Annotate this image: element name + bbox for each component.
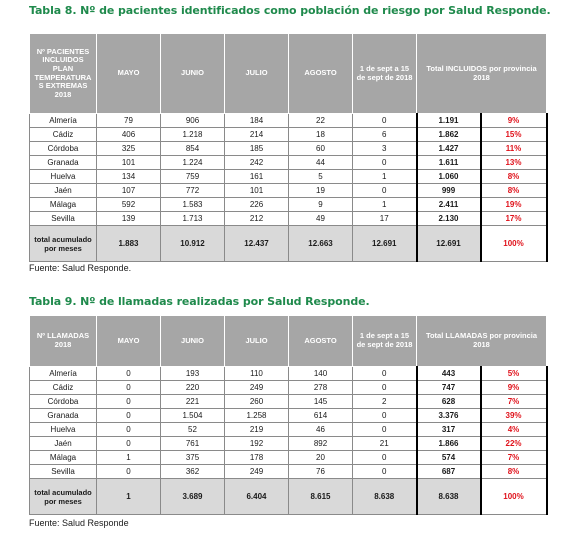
cell-septiembre: 2	[353, 395, 417, 409]
cell-agosto: 145	[289, 395, 353, 409]
cell-province: Huelva	[30, 170, 97, 184]
cell-province: Almería	[30, 114, 97, 128]
cell-percent: 13%	[481, 156, 547, 170]
total-mayo: 1.883	[97, 226, 161, 262]
cell-junio: 1.218	[161, 128, 225, 142]
header-septiembre: 1 de sept a 15 de sept de 2018	[353, 34, 417, 114]
cell-agosto: 44	[289, 156, 353, 170]
cell-agosto: 22	[289, 114, 353, 128]
header-label: Nº PACIENTES INCLUIDOS PLAN TEMPERATURA S EXTREMAS 2018	[30, 34, 97, 114]
cell-agosto: 76	[289, 465, 353, 479]
cell-total: 1.191	[417, 114, 481, 128]
total-julio: 12.437	[225, 226, 289, 262]
table-row	[30, 437, 547, 451]
cell-junio: 761	[161, 437, 225, 451]
cell-mayo: 1	[97, 451, 161, 465]
cell-mayo: 0	[97, 423, 161, 437]
cell-junio: 1.504	[161, 409, 225, 423]
table-row	[30, 198, 547, 212]
header-mayo: MAYO	[97, 34, 161, 114]
cell-province: Almería	[30, 367, 97, 381]
cell-total: 2.411	[417, 198, 481, 212]
total-row	[30, 479, 547, 515]
cell-septiembre: 0	[353, 156, 417, 170]
cell-agosto: 46	[289, 423, 353, 437]
cell-percent: 4%	[481, 423, 547, 437]
cell-mayo: 325	[97, 142, 161, 156]
cell-septiembre: 0	[353, 451, 417, 465]
cell-total: 628	[417, 395, 481, 409]
table8-caption: Tabla 8. Nº de pacientes identificados como población de riesgo por Salud Responde.	[29, 4, 551, 17]
cell-mayo: 107	[97, 184, 161, 198]
cell-percent: 39%	[481, 409, 547, 423]
header-mayo: MAYO	[97, 316, 161, 367]
cell-mayo: 101	[97, 156, 161, 170]
header-label: Nº LLAMADAS 2018	[30, 316, 97, 367]
total-junio: 10.912	[161, 226, 225, 262]
cell-percent: 9%	[481, 114, 547, 128]
cell-julio: 249	[225, 465, 289, 479]
cell-agosto: 60	[289, 142, 353, 156]
cell-agosto: 614	[289, 409, 353, 423]
cell-julio: 219	[225, 423, 289, 437]
table9-caption: Tabla 9. Nº de llamadas realizadas por Salud Responde.	[29, 295, 370, 308]
cell-septiembre: 1	[353, 198, 417, 212]
cell-junio: 362	[161, 465, 225, 479]
table-row	[30, 170, 547, 184]
cell-percent: 11%	[481, 142, 547, 156]
cell-percent: 19%	[481, 198, 547, 212]
header-junio: JUNIO	[161, 34, 225, 114]
total-province: total acumulado por meses	[30, 226, 97, 262]
total-mayo: 1	[97, 479, 161, 515]
cell-percent: 22%	[481, 437, 547, 451]
cell-total: 3.376	[417, 409, 481, 423]
cell-junio: 220	[161, 381, 225, 395]
table-row	[30, 367, 547, 381]
cell-mayo: 406	[97, 128, 161, 142]
cell-percent: 5%	[481, 367, 547, 381]
table9	[29, 315, 548, 515]
cell-percent: 15%	[481, 128, 547, 142]
cell-agosto: 278	[289, 381, 353, 395]
cell-junio: 906	[161, 114, 225, 128]
cell-agosto: 20	[289, 451, 353, 465]
cell-agosto: 18	[289, 128, 353, 142]
cell-septiembre: 0	[353, 465, 417, 479]
cell-julio: 178	[225, 451, 289, 465]
table-row	[30, 184, 547, 198]
cell-province: Málaga	[30, 451, 97, 465]
cell-percent: 7%	[481, 395, 547, 409]
cell-percent: 8%	[481, 465, 547, 479]
cell-julio: 1.258	[225, 409, 289, 423]
cell-julio: 260	[225, 395, 289, 409]
cell-province: Córdoba	[30, 142, 97, 156]
total-percent: 100%	[481, 226, 547, 262]
cell-septiembre: 0	[353, 423, 417, 437]
cell-septiembre: 3	[353, 142, 417, 156]
cell-mayo: 592	[97, 198, 161, 212]
table-row	[30, 128, 547, 142]
cell-province: Jaén	[30, 437, 97, 451]
cell-total: 1.862	[417, 128, 481, 142]
cell-total: 1.611	[417, 156, 481, 170]
cell-province: Córdoba	[30, 395, 97, 409]
cell-province: Málaga	[30, 198, 97, 212]
cell-percent: 17%	[481, 212, 547, 226]
cell-percent: 8%	[481, 184, 547, 198]
cell-mayo: 0	[97, 395, 161, 409]
cell-septiembre: 0	[353, 114, 417, 128]
table8	[29, 33, 548, 262]
total-province: total acumulado por meses	[30, 479, 97, 515]
cell-julio: 101	[225, 184, 289, 198]
cell-septiembre: 0	[353, 184, 417, 198]
table-row	[30, 423, 547, 437]
cell-mayo: 0	[97, 381, 161, 395]
cell-mayo: 0	[97, 367, 161, 381]
cell-septiembre: 0	[353, 409, 417, 423]
cell-julio: 110	[225, 367, 289, 381]
cell-province: Granada	[30, 156, 97, 170]
table9-source: Fuente: Salud Responde	[29, 518, 129, 528]
table-row	[30, 381, 547, 395]
table-row	[30, 142, 547, 156]
cell-junio: 375	[161, 451, 225, 465]
cell-province: Huelva	[30, 423, 97, 437]
header-julio: JULIO	[225, 316, 289, 367]
cell-mayo: 134	[97, 170, 161, 184]
total-julio: 6.404	[225, 479, 289, 515]
table-row	[30, 156, 547, 170]
cell-julio: 242	[225, 156, 289, 170]
cell-agosto: 49	[289, 212, 353, 226]
table-row	[30, 409, 547, 423]
cell-junio: 854	[161, 142, 225, 156]
cell-percent: 9%	[481, 381, 547, 395]
cell-julio: 185	[225, 142, 289, 156]
cell-province: Cádiz	[30, 381, 97, 395]
cell-agosto: 19	[289, 184, 353, 198]
cell-agosto: 9	[289, 198, 353, 212]
table-row	[30, 212, 547, 226]
cell-septiembre: 17	[353, 212, 417, 226]
total-agosto: 12.663	[289, 226, 353, 262]
cell-junio: 193	[161, 367, 225, 381]
cell-total: 1.427	[417, 142, 481, 156]
cell-total: 1.060	[417, 170, 481, 184]
cell-julio: 214	[225, 128, 289, 142]
cell-total: 317	[417, 423, 481, 437]
cell-septiembre: 1	[353, 170, 417, 184]
cell-province: Granada	[30, 409, 97, 423]
cell-agosto: 5	[289, 170, 353, 184]
cell-julio: 184	[225, 114, 289, 128]
cell-junio: 221	[161, 395, 225, 409]
header-agosto: AGOSTO	[289, 34, 353, 114]
header-total-provincia: Total LLAMADAS por provincia 2018	[417, 316, 547, 367]
cell-junio: 1.713	[161, 212, 225, 226]
cell-julio: 226	[225, 198, 289, 212]
cell-septiembre: 6	[353, 128, 417, 142]
cell-junio: 1.583	[161, 198, 225, 212]
cell-mayo: 0	[97, 437, 161, 451]
cell-julio: 161	[225, 170, 289, 184]
cell-total: 574	[417, 451, 481, 465]
header-total-provincia: Total INCLUIDOS por provincia 2018	[417, 34, 547, 114]
cell-agosto: 892	[289, 437, 353, 451]
cell-mayo: 79	[97, 114, 161, 128]
total-septiembre: 12.691	[353, 226, 417, 262]
table-row	[30, 451, 547, 465]
header-septiembre: 1 de sept a 15 de sept de 2018	[353, 316, 417, 367]
cell-total: 1.866	[417, 437, 481, 451]
header-julio: JULIO	[225, 34, 289, 114]
cell-septiembre: 21	[353, 437, 417, 451]
cell-junio: 759	[161, 170, 225, 184]
cell-junio: 1.224	[161, 156, 225, 170]
cell-percent: 7%	[481, 451, 547, 465]
cell-julio: 249	[225, 381, 289, 395]
cell-septiembre: 0	[353, 381, 417, 395]
total-junio: 3.689	[161, 479, 225, 515]
table-row	[30, 395, 547, 409]
cell-julio: 212	[225, 212, 289, 226]
cell-junio: 52	[161, 423, 225, 437]
cell-total: 2.130	[417, 212, 481, 226]
total-total: 12.691	[417, 226, 481, 262]
cell-junio: 772	[161, 184, 225, 198]
cell-julio: 192	[225, 437, 289, 451]
cell-total: 443	[417, 367, 481, 381]
cell-total: 747	[417, 381, 481, 395]
table-row	[30, 114, 547, 128]
cell-mayo: 139	[97, 212, 161, 226]
header-junio: JUNIO	[161, 316, 225, 367]
cell-septiembre: 0	[353, 367, 417, 381]
cell-province: Jaén	[30, 184, 97, 198]
total-row	[30, 226, 547, 262]
total-agosto: 8.615	[289, 479, 353, 515]
total-percent: 100%	[481, 479, 547, 515]
cell-province: Cádiz	[30, 128, 97, 142]
cell-total: 687	[417, 465, 481, 479]
cell-province: Sevilla	[30, 465, 97, 479]
total-total: 8.638	[417, 479, 481, 515]
cell-province: Sevilla	[30, 212, 97, 226]
header-agosto: AGOSTO	[289, 316, 353, 367]
table-row	[30, 465, 547, 479]
total-septiembre: 8.638	[353, 479, 417, 515]
table8-source: Fuente: Salud Responde.	[29, 263, 132, 273]
cell-agosto: 140	[289, 367, 353, 381]
cell-mayo: 0	[97, 465, 161, 479]
cell-mayo: 0	[97, 409, 161, 423]
cell-total: 999	[417, 184, 481, 198]
cell-percent: 8%	[481, 170, 547, 184]
